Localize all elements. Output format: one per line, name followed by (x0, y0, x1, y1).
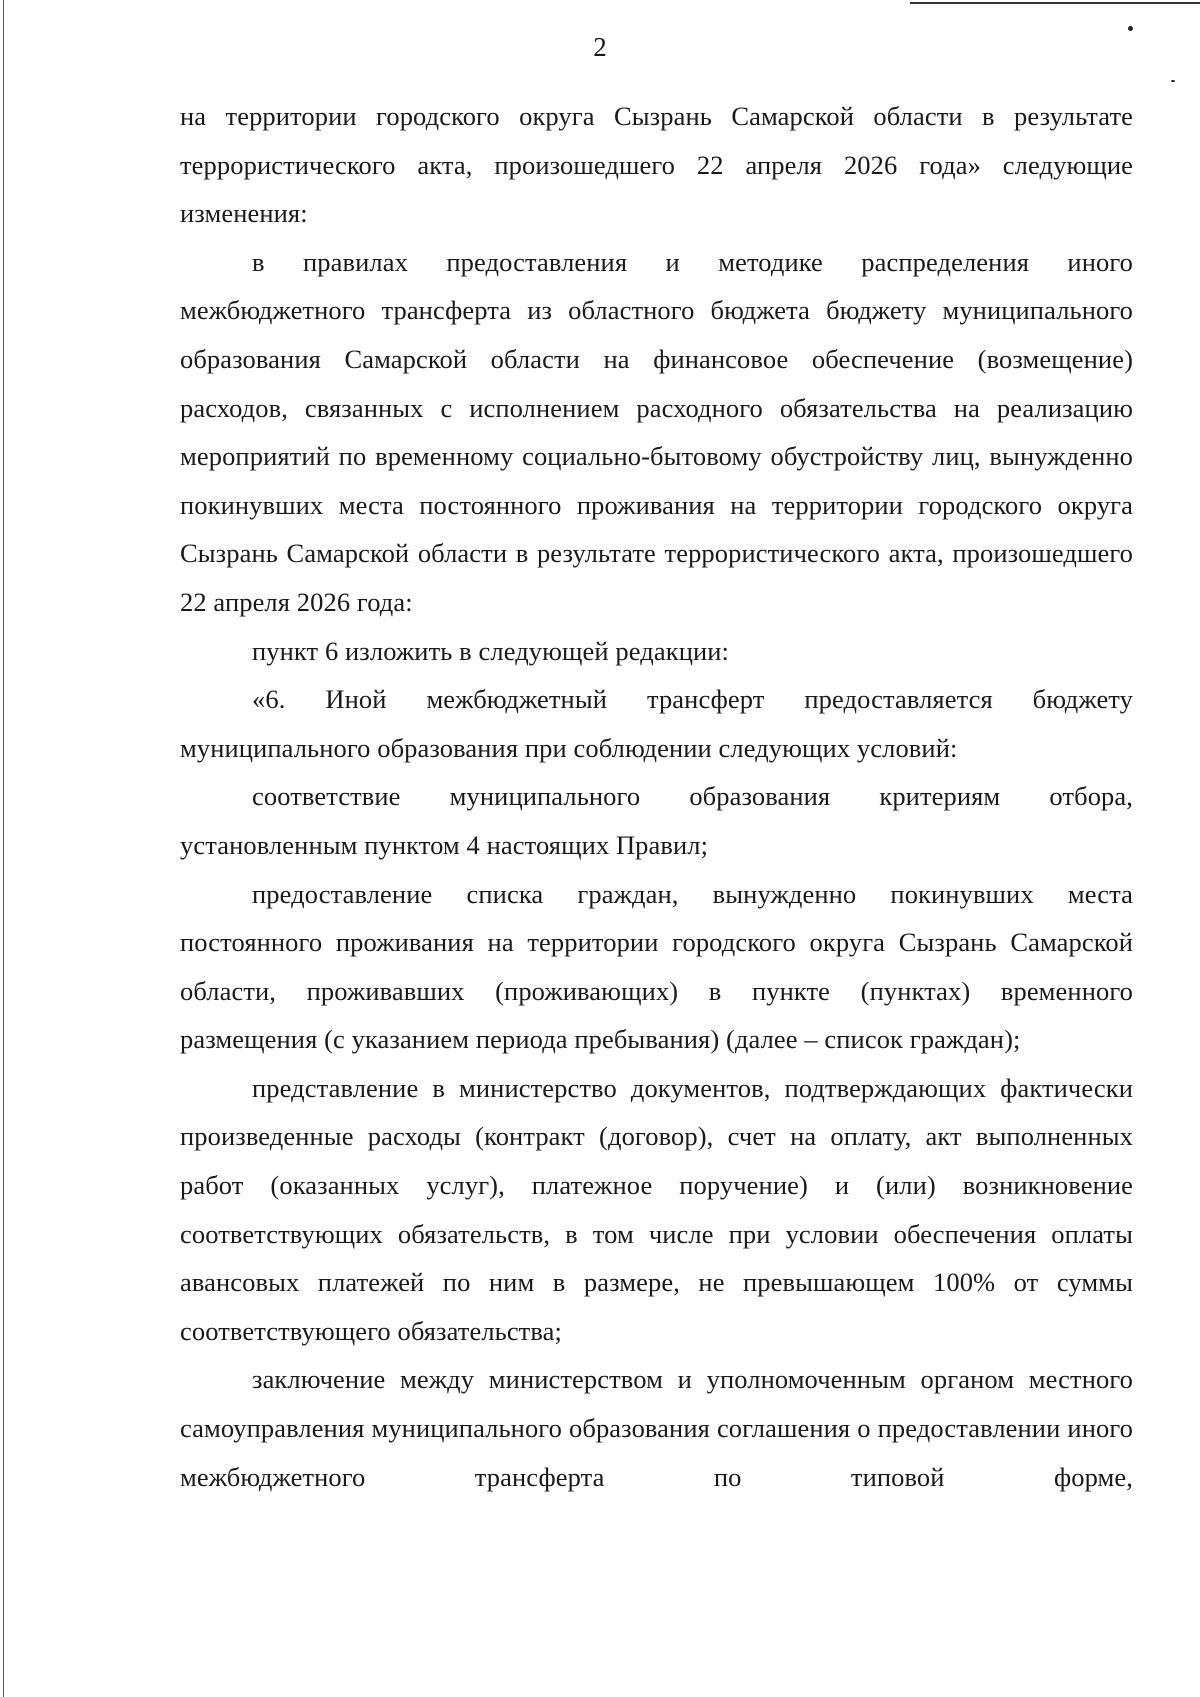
paragraph: соответствие муниципального образования критериям отбора, установленным пунктом 4 настоящих Правил; (180, 781, 1133, 860)
paragraph: в правилах предоставления и методике распределения иного межбюджетного трансферта из областного бюджета бюджету муниципального образования Самарской области на финансовое обеспечение (возмещение) расходов, связанных с исполнением расходного обязательства на реализацию мероприятий по временному социально-бытовому обустройству лиц, вынужденно покинувших места постоянного проживания на территории городского округа Сызрань Самарской области в результате террористического акта, произошедшего 22 апреля 2026 года: (180, 246, 1133, 617)
scan-speck (1171, 80, 1175, 82)
paragraph: предоставление списка граждан, вынужденно покинувших места постоянного проживания на территории городского округа Сызрань Самарской области, проживавших (проживающих) в пункте (пунктах) временного размещения (с указанием периода пребывания) (далее – список граждан); (180, 878, 1133, 1055)
paragraph: заключение между министерством и уполномоченным органом местного самоуправления муниципального образования соглашения о предоставлении иного межбюджетного трансферта по типовой форме, (180, 1364, 1133, 1492)
scan-rule-artifact (910, 2, 1200, 4)
scan-speck (1128, 26, 1133, 31)
document-body (180, 92, 1133, 1501)
paragraph: «6. Иной межбюджетный трансферт предоставляется бюджету муниципального образования при соблюдении следующих условий: (180, 684, 1133, 763)
paragraph: пункт 6 изложить в следующей редакции: (252, 635, 729, 666)
paragraph: на территории городского округа Сызрань Самарской области в результате террористического акта, произошедшего 22 апреля 2026 года» следующие изменения: (180, 101, 1133, 229)
page-number: 2 (593, 32, 607, 62)
paragraph: представление в министерство документов, подтверждающих фактически произведенные расходы (контракт (договор), счет на оплату, акт выполненных работ (оказанных услуг), платежное поручение) и (или) возникновение соответствующих обязательств, в том числе при условии обеспечения оплаты авансовых платежей по ним в размере, не превышающем 100% от суммы соответствующего обязательства; (180, 1072, 1133, 1346)
scan-edge-artifact (3, 0, 4, 1697)
